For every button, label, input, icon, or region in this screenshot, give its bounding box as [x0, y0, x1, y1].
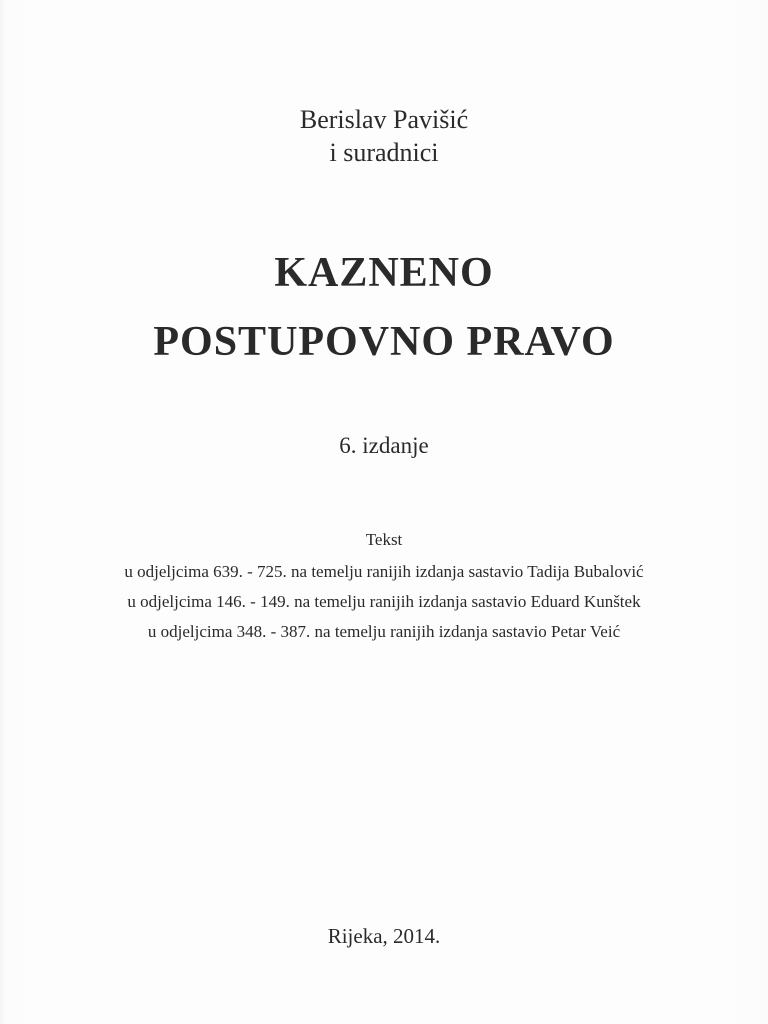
book-title-line-2: POSTUPOVNO PRAVO [153, 319, 615, 365]
credit-line: u odjeljcima 146. - 149. na temelju ranijih izdanja sastavio Eduard Kunštek [127, 592, 641, 611]
author-name: Berislav Pavišić [299, 105, 469, 134]
imprint-place-year: Rijeka, 2014. [327, 924, 441, 948]
credit-line: u odjeljcima 348. - 387. na temelju ranijih izdanja sastavio Petar Veić [147, 622, 621, 641]
credit-line: u odjeljcima 639. - 725. na temelju ranijih izdanja sastavio Tadija Bubalović [124, 562, 644, 581]
edition-label: 6. izdanje [339, 433, 429, 458]
credits-heading: Tekst [365, 530, 403, 549]
book-title-line-1: KAZNENO [274, 250, 494, 296]
coauthors: i suradnici [329, 138, 439, 167]
